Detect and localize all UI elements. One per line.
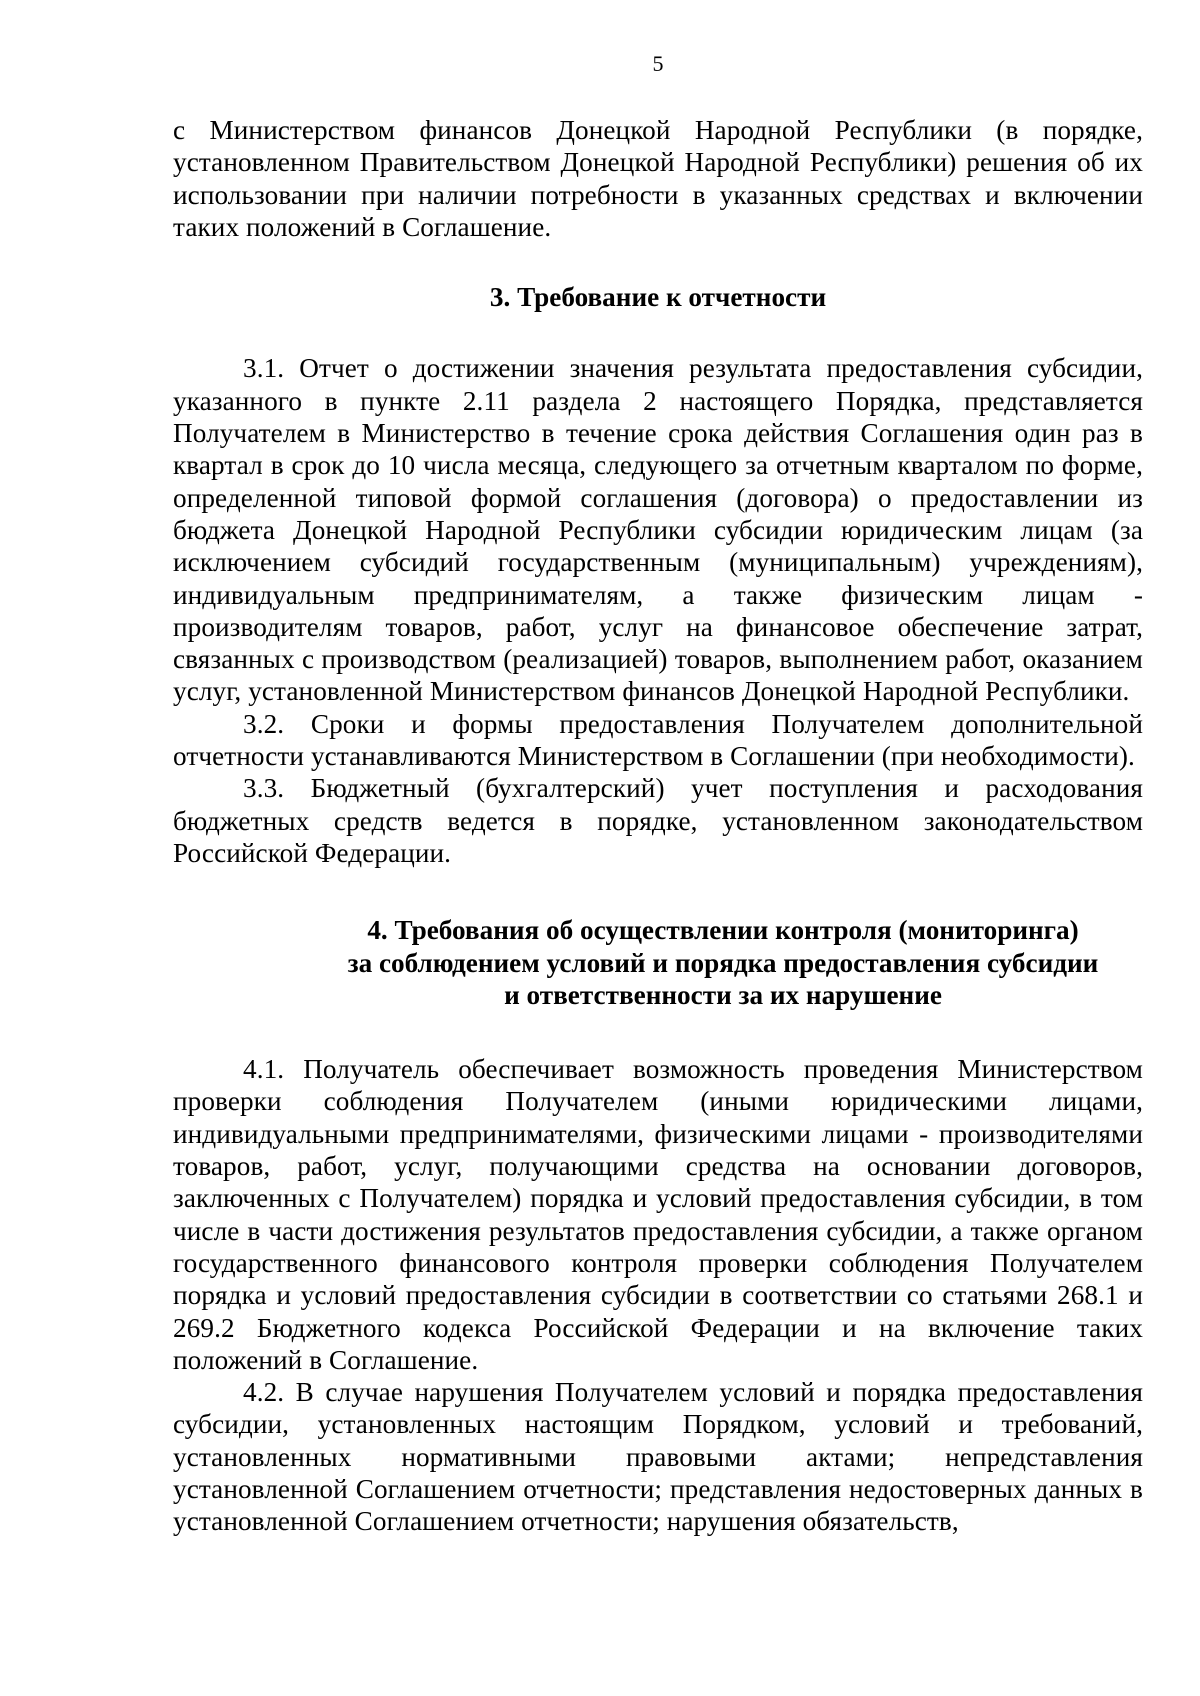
document-content (173, 114, 1143, 1538)
paragraph-3-1: 3.1. Отчет о достижении значения результата предоставления субсидии, указанного в пункте 2.11 раздела 2 настоящего Порядка, представляется Получателем в Министерство в течение срока действия Соглашения один раз в квартал в срок до 10 числа месяца, следующего за отчетным кварталом по форме, определенной типовой формой соглашения (договора) о предоставлении из бюджета Донецкой Народной Республики субсидии юридическим лицам (за исключением субсидий государственным (муниципальным) учреждениям), индивидуальным предпринимателям, а также физическим лицам - производителям товаров, работ, услуг на финансовое обеспечение затрат, связанных с производством (реализацией) товаров, выполнением работ, оказанием услуг, установленной Министерством финансов Донецкой Народной Республики. (173, 353, 1143, 707)
section-4-heading-line-3: и ответственности за их нарушение (504, 979, 942, 1010)
paragraph-4-2: 4.2. В случае нарушения Получателем условий и порядка предоставления субсидии, установленных настоящим Порядком, условий и требований, установленных нормативными правовыми актами; непредставления установленной Соглашением отчетности; представления недостоверных данных в установленной Соглашением отчетности; нарушения обязательств, (173, 1377, 1143, 1537)
page-number: 5 (652, 51, 664, 76)
intro-paragraph: с Министерством финансов Донецкой Народной Республики (в порядке, установленном Правительством Донецкой Народной Республики) решения об их использовании при наличии потребности в указанных средствах и включении таких положений в Соглашение. (173, 115, 1143, 242)
paragraph-3-3: 3.3. Бюджетный (бухгалтерский) учет поступления и расходования бюджетных средств ведется в порядке, установленном законодательством Российской Федерации. (173, 773, 1143, 868)
section-4-heading (173, 914, 1143, 1011)
paragraph-4-1: 4.1. Получатель обеспечивает возможность проведения Министерством проверки соблюдения Получателем (иными юридическими лицами, индивидуальными предпринимателями, физическими лицами - производителями товаров, работ, услуг, получающими средства на основании договоров, заключенных с Получателем) порядка и условий предоставления субсидии, в том числе в части достижения результатов предоставления субсидии, а также органом государственного финансового контроля проверки соблюдения Получателем порядка и условий предоставления субсидии в соответствии со статьями 268.1 и 269.2 Бюджетного кодекса Российской Федерации и на включение таких положений в Соглашение. (173, 1054, 1143, 1375)
section-4-heading-line-1: 4. Требования об осуществлении контроля (мониторинга) (367, 915, 1079, 946)
section-4-heading-line-2: за соблюдением условий и порядка предоставления субсидии (347, 947, 1099, 978)
section-3-heading: 3. Требование к отчетности (489, 282, 827, 313)
paragraph-3-2: 3.2. Сроки и формы предоставления Получателем дополнительной отчетности устанавливаются Министерством в Соглашении (при необходимости). (173, 708, 1143, 772)
